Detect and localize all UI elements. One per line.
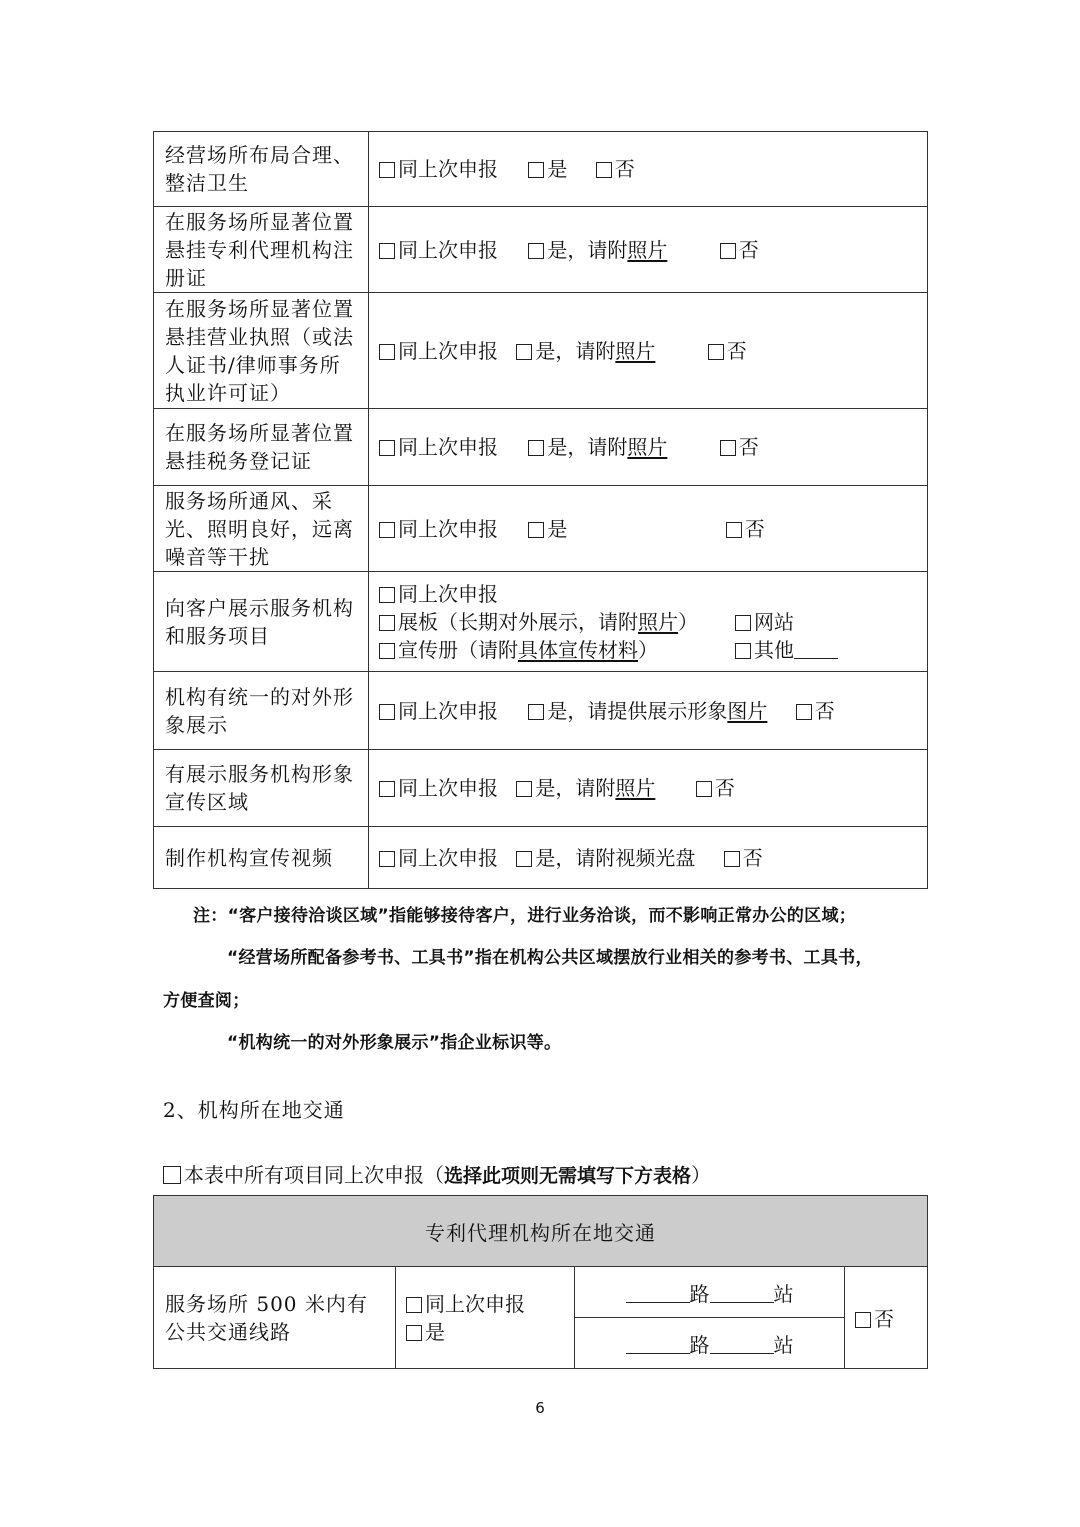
same-as-last-checkbox[interactable] [379, 162, 395, 178]
no-checkbox[interactable] [720, 440, 736, 456]
same-as-last-checkbox[interactable] [379, 522, 395, 538]
table-row [154, 207, 928, 293]
no-checkbox[interactable] [708, 344, 724, 360]
same-as-last-checkbox[interactable] [379, 344, 395, 360]
yes-checkbox[interactable] [406, 1325, 422, 1341]
website-checkbox[interactable] [735, 615, 751, 631]
table-row [154, 293, 928, 409]
attach-photo-link: 照片 [638, 609, 678, 634]
note-line-3: 方便查阅； [163, 991, 250, 1011]
no-checkbox[interactable] [696, 781, 712, 797]
row-options: 同上次申报 是 否 [369, 486, 928, 572]
station-blank[interactable] [710, 1335, 774, 1354]
yes-checkbox[interactable] [528, 243, 544, 259]
yes-checkbox[interactable] [516, 851, 532, 867]
attach-photo-link: 照片 [615, 338, 656, 363]
transport-table-title: 专利代理机构所在地交通 [154, 1196, 928, 1267]
attach-photo-link: 照片 [627, 435, 668, 459]
yes-checkbox[interactable] [516, 781, 532, 797]
premises-checklist-table [153, 131, 928, 889]
no-checkbox[interactable] [726, 522, 742, 538]
all-same-option: 本表中所有项目同上次申报（选择此项则无需填写下方表格） [163, 1159, 711, 1188]
no-option: 否 [845, 1267, 928, 1369]
attach-photo-link: 照片 [627, 237, 668, 262]
table-row [154, 750, 928, 827]
row-options: 同上次申报 是 否 [369, 132, 928, 207]
row-label: 在服务场所显著位置悬挂营业执照（或法人证书/律师事务所执业许可证） [154, 293, 369, 409]
attach-photo-link: 照片 [615, 776, 656, 800]
row-options: 同上次申报 是，请附照片 否 [369, 207, 928, 293]
table-row [154, 486, 928, 572]
row-options: 同上次申报 是，请附照片 否 [369, 293, 928, 409]
note-line-2: “经营场所配备参考书、工具书”指在机构公共区域摆放行业相关的参考书、工具书， [227, 948, 873, 968]
no-checkbox[interactable] [596, 162, 612, 178]
section-heading: 2、机构所在地交通 [163, 1098, 345, 1122]
table-row [154, 1267, 928, 1318]
same-as-last-checkbox[interactable] [379, 440, 395, 456]
table-row [154, 132, 928, 207]
row-options: 同上次申报 是，请附照片 否 [369, 750, 928, 827]
no-checkbox[interactable] [720, 243, 736, 259]
yes-checkbox[interactable] [528, 522, 544, 538]
row-label: 经营场所布局合理、整洁卫生 [154, 132, 369, 207]
row-label: 有展示服务机构形象宣传区域 [154, 750, 369, 827]
no-checkbox[interactable] [796, 704, 812, 720]
road-blank[interactable] [626, 1335, 690, 1354]
yes-checkbox[interactable] [516, 344, 532, 360]
row-label: 制作机构宣传视频 [154, 827, 369, 889]
same-as-last-checkbox[interactable] [379, 781, 395, 797]
table-row [154, 409, 928, 486]
row-label: 服务场所通风、采光、照明良好，远离噪音等干扰 [154, 486, 369, 572]
display-board-checkbox[interactable] [379, 615, 395, 631]
row-options: 同上次申报 是，请附照片 否 [369, 409, 928, 486]
same-as-last-checkbox[interactable] [379, 851, 395, 867]
row-label: 机构有统一的对外形象展示 [154, 672, 369, 750]
other-blank-line[interactable] [794, 640, 838, 659]
road-blank[interactable] [626, 1284, 690, 1303]
note-line-1: 注：“客户接待洽谈区域”指能够接待客户，进行业务洽谈，而不影响正常办公的区域； [193, 906, 857, 926]
yes-checkbox[interactable] [528, 440, 544, 456]
note-line-4: “机构统一的对外形象展示”指企业标识等。 [227, 1033, 562, 1053]
no-checkbox[interactable] [724, 851, 740, 867]
row-options: 同上次申报 是，请提供展示形象图片 否 [369, 672, 928, 750]
same-as-last-checkbox[interactable] [379, 587, 395, 603]
row-options: 同上次申报 是，请附视频光盘 否 [369, 827, 928, 889]
same-as-last-checkbox[interactable] [379, 243, 395, 259]
row-options: 同上次申报 是 [396, 1267, 575, 1369]
all-same-checkbox[interactable] [163, 1166, 181, 1184]
row-label: 服务场所 500 米内有公共交通线路 [154, 1267, 396, 1369]
table-row [154, 827, 928, 889]
attach-materials-link: 具体宣传材料 [518, 637, 638, 662]
brochure-checkbox[interactable] [379, 643, 395, 659]
row-options: 同上次申报 展板（长期对外展示，请附照片） 网站 宣传册（请附具体宣传材料） 其他 [369, 572, 928, 672]
row-label: 在服务场所显著位置悬挂税务登记证 [154, 409, 369, 486]
page-number: 6 [535, 1399, 545, 1417]
route-entry-2: 路 站 [575, 1318, 845, 1369]
table-row [154, 672, 928, 750]
no-checkbox[interactable] [855, 1312, 871, 1328]
yes-checkbox[interactable] [528, 162, 544, 178]
station-blank[interactable] [710, 1284, 774, 1303]
row-label: 向客户展示服务机构和服务项目 [154, 572, 369, 672]
table-header-row [154, 1196, 928, 1267]
row-label: 在服务场所显著位置悬挂专利代理机构注册证 [154, 207, 369, 293]
transport-table [153, 1195, 928, 1369]
same-as-last-checkbox[interactable] [406, 1297, 422, 1313]
route-entry-1: 路 站 [575, 1267, 845, 1318]
other-checkbox[interactable] [735, 643, 751, 659]
table-row [154, 572, 928, 672]
same-as-last-checkbox[interactable] [379, 704, 395, 720]
yes-checkbox[interactable] [528, 704, 544, 720]
attach-image-link: 图片 [727, 698, 768, 723]
